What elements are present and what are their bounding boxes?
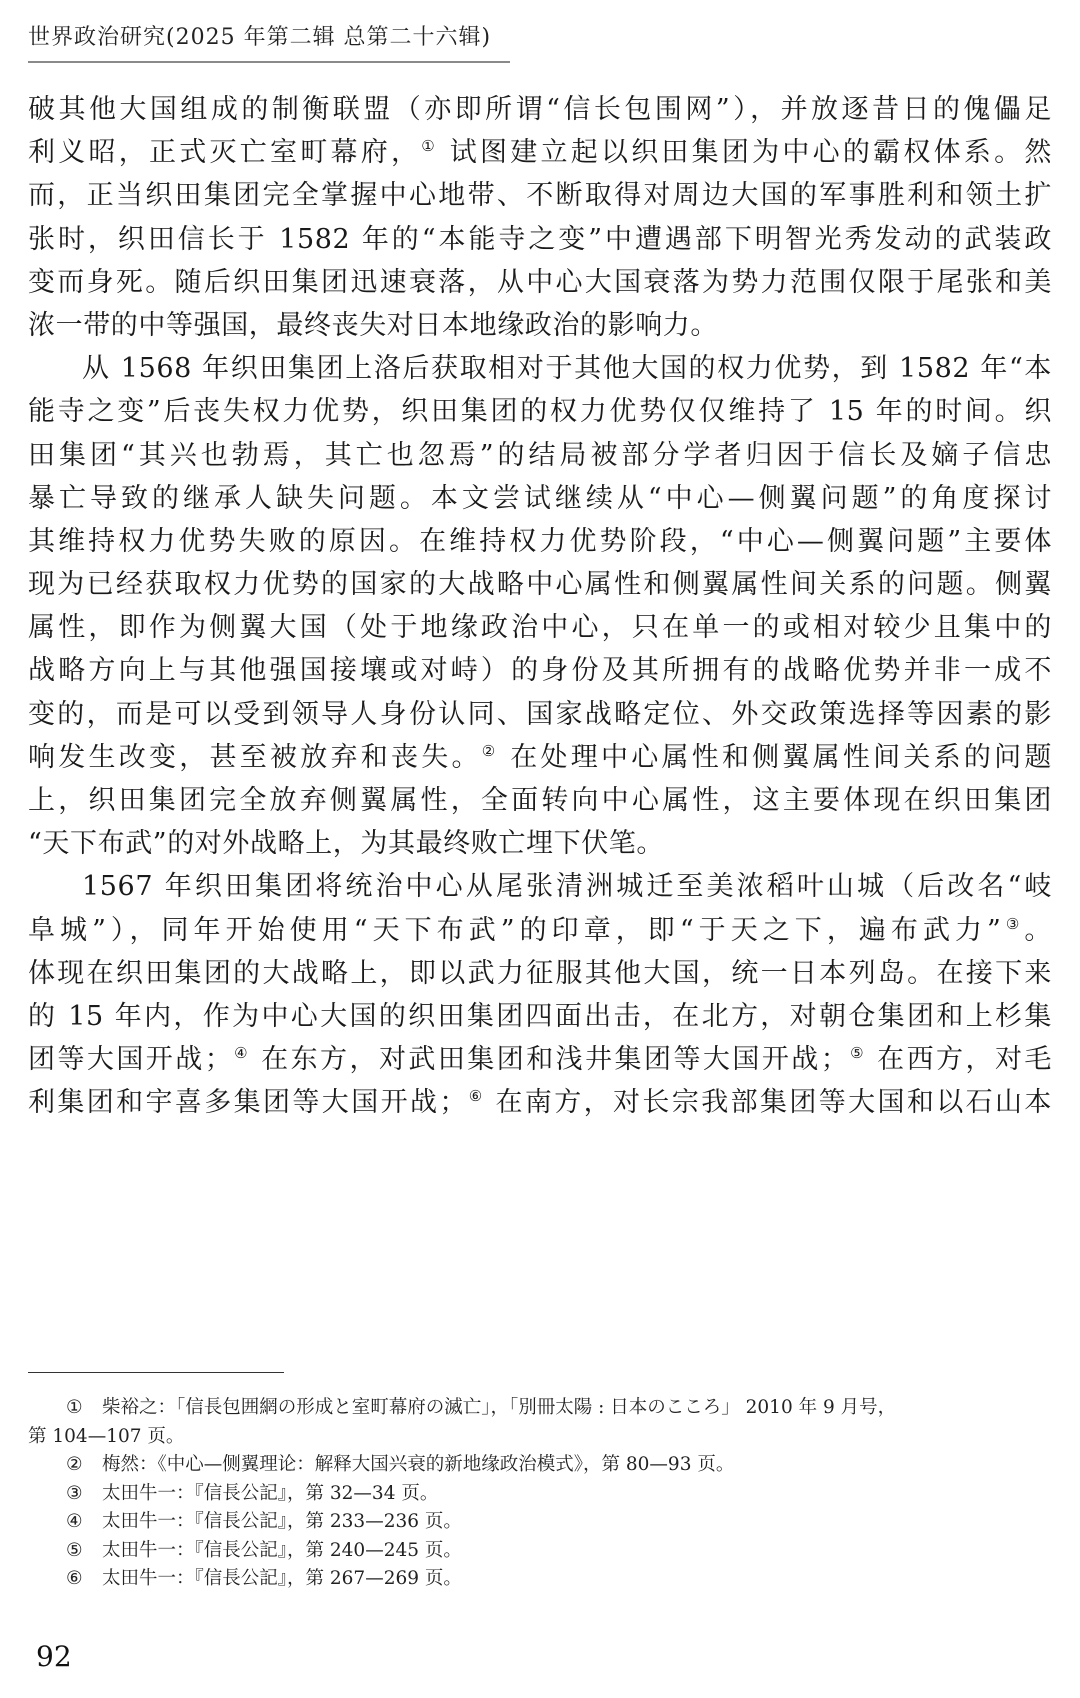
- paragraph-start: 1567 年织田集团将统治中心从尾张清洲城迁至美浓稻叶山城（后改名“岐: [82, 871, 1052, 903]
- body-line: 其维持权力优势失败的原因。在维持权力优势阶段，“中心—侧翼问题”主要体: [28, 525, 1052, 557]
- footnote-rule: [28, 1372, 284, 1373]
- body-line: 破其他大国组成的制衡联盟（亦即所谓“信长包围网”），并放逐昔日的傀儡足: [28, 94, 1052, 125]
- body-text: [28, 88, 1052, 1125]
- page-number: 92: [36, 1640, 72, 1673]
- footnote-number: ⑥: [66, 1568, 83, 1589]
- footnote-item: ⑤ 太田牛一：『信長公記』，第 240—245 页。: [28, 1537, 1052, 1566]
- body-line: 的 15 年内，作为中心大国的织田集团四面出击，在北方，对朝仓集团和上杉集: [28, 1000, 1052, 1032]
- footnotes: [28, 1394, 1052, 1594]
- body-line: 能寺之变”后丧失权力优势，织田集团的权力优势仅仅维持了 15 年的时间。织: [28, 396, 1052, 428]
- footnote-ref[interactable]: ④: [232, 1044, 251, 1063]
- body-line: 响发生改变，甚至被放弃和丧失。② 在处理中心属性和侧翼属性间关系的问题: [28, 741, 1052, 773]
- footnote-number: ⑤: [66, 1539, 83, 1561]
- body-line: 战略方向上与其他强国接壤或对峙）的身份及其所拥有的战略优势并非一成不: [28, 655, 1052, 687]
- body-line: 现为已经获取权力优势的国家的大战略中心属性和侧翼属性间关系的问题。侧翼: [28, 569, 1052, 601]
- footnote-number: ④: [66, 1511, 83, 1532]
- footnote-ref[interactable]: ②: [481, 741, 499, 760]
- footnote-ref[interactable]: ③: [1001, 914, 1025, 933]
- footnote-ref[interactable]: ⑥: [466, 1087, 485, 1106]
- body-line: 张时，织田信长于 1582 年的“本能寺之变”中遭遇部下明智光秀发动的武装政: [28, 223, 1052, 255]
- body-line: 团等大国开战；④ 在东方，对武田集团和浅井集团等大国开战；⑤ 在西方，对毛: [28, 1044, 1052, 1076]
- footnote-item: ① 柴裕之：「信長包囲網の形成と室町幕府の滅亡」，「別冊太陽 : 日本のこころ」 2010 年 9 月号，: [28, 1394, 1052, 1423]
- footnote-number: ③: [66, 1482, 83, 1504]
- footnote-item: ⑥ 太田牛一：『信長公記』，第 267—269 页。: [28, 1565, 1052, 1594]
- body-line: 利义昭，正式灭亡室町幕府，① 试图建立起以织田集团为中心的霸权体系。然: [28, 137, 1052, 169]
- running-header: 世界政治研究(2025 年第二辑 总第二十六辑): [28, 25, 492, 50]
- body-line: “天下布武”的对外战略上，为其最终败亡埋下伏笔。: [28, 828, 665, 860]
- body-line: 田集团“其兴也勃焉，其亡也忽焉”的结局被部分学者归因于信长及嫡子信忠: [28, 439, 1052, 471]
- footnote-ref[interactable]: ⑤: [848, 1044, 867, 1063]
- body-line: 暴亡导致的继承人缺失问题。本文尝试继续从“中心—侧翼问题”的角度探讨: [28, 482, 1052, 514]
- footnote-item: ④ 太田牛一：『信長公記』，第 233—236 页。: [28, 1508, 1052, 1537]
- body-line: 体现在织田集团的大战略上，即以武力征服其他大国，统一日本列岛。在接下来: [28, 957, 1052, 989]
- body-line: 阜城”），同年开始使用“天下布武”的印章，即“于天之下，遍布武力”③。: [28, 914, 1052, 946]
- body-line: 上，织田集团完全放弃侧翼属性，全面转向中心属性，这主要体现在织田集团: [28, 785, 1052, 816]
- body-line: 变的，而是可以受到领导人身份认同、国家战略定位、外交政策选择等因素的影: [28, 698, 1052, 730]
- footnote-item: ③ 太田牛一：『信長公記』，第 32—34 页。: [28, 1480, 1052, 1509]
- footnote-item: ② 梅然：《中心—侧翼理论：解释大国兴衰的新地缘政治模式》，第 80—93 页。: [28, 1451, 1052, 1480]
- footnote-number: ①: [66, 1397, 83, 1418]
- body-line: 而，正当织田集团完全掌握中心地带、不断取得对周边大国的军事胜利和领土扩: [28, 180, 1052, 212]
- body-line: 利集团和宇喜多集团等大国开战；⑥ 在南方，对长宗我部集团等大国和以石山本: [28, 1087, 1052, 1119]
- header-rule: [28, 61, 510, 63]
- paragraph-start: 从 1568 年织田集团上洛后获取相对于其他大国的权力优势，到 1582 年“本: [82, 353, 1052, 385]
- body-line: 属性，即作为侧翼大国（处于地缘政治中心，只在单一的或相对较少且集中的: [28, 612, 1052, 644]
- footnote-continuation: 第 104—107 页。: [28, 1425, 185, 1447]
- footnote-number: ②: [66, 1454, 83, 1475]
- body-line: 浓一带的中等强国，最终丧失对日本地缘政治的影响力。: [28, 309, 718, 341]
- footnote-ref[interactable]: ①: [421, 137, 438, 156]
- body-line: 变而身死。随后织田集团迅速衰落，从中心大国衰落为势力范围仅限于尾张和美: [28, 266, 1052, 298]
